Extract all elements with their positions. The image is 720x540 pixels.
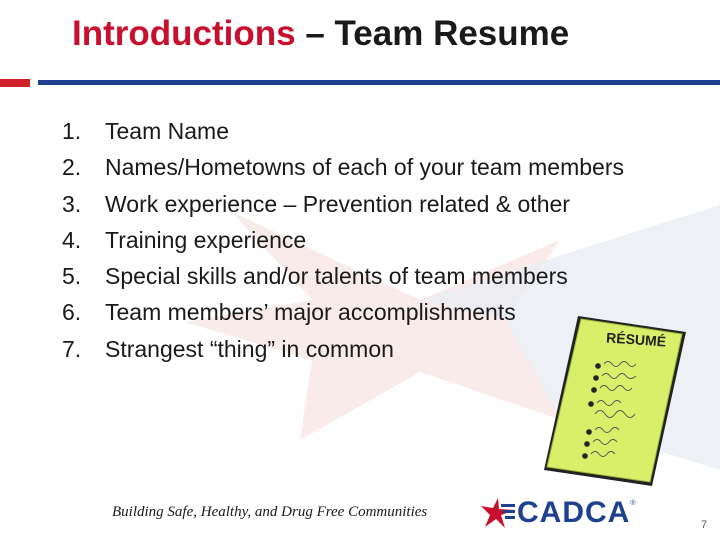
cadca-star-icon xyxy=(479,498,517,528)
footer-tagline: Building Safe, Healthy, and Drug Free Communities xyxy=(112,504,428,520)
resume-label: RÉSUMÉ xyxy=(605,329,667,350)
title-highlight: Introductions xyxy=(72,14,296,53)
item-text: Work experience – Prevention related & other xyxy=(105,190,570,217)
item-text: Team Name xyxy=(105,118,229,144)
list-item xyxy=(62,258,624,294)
item-number: 1. xyxy=(62,118,82,144)
item-text: Training experience xyxy=(105,226,307,253)
title-rest: – Team Resume xyxy=(295,14,570,53)
slide-title xyxy=(72,14,569,54)
title-rule-blue xyxy=(38,80,720,85)
item-number: 6. xyxy=(62,299,82,326)
item-text: Team members’ major accomplishments xyxy=(105,299,516,326)
logo-text: CADCA xyxy=(517,496,631,529)
item-text: Special skills and/or talents of team members xyxy=(105,263,568,290)
item-text: Names/Hometowns of each of your team members xyxy=(105,154,624,181)
list-item xyxy=(62,222,624,258)
list-item xyxy=(62,113,624,149)
page-number: 7 xyxy=(701,519,708,531)
logo-registered: ® xyxy=(630,500,636,507)
item-number: 4. xyxy=(62,226,82,253)
item-number: 5. xyxy=(62,263,82,290)
item-number: 7. xyxy=(62,335,82,362)
item-number: 3. xyxy=(62,190,82,217)
resume-icon xyxy=(540,306,690,488)
cadca-logo xyxy=(479,497,636,529)
item-text: Strangest “thing” in common xyxy=(105,335,394,362)
list-item xyxy=(62,186,624,222)
list-item xyxy=(62,149,624,185)
title-rule-red xyxy=(0,79,30,87)
item-number: 2. xyxy=(62,154,82,181)
